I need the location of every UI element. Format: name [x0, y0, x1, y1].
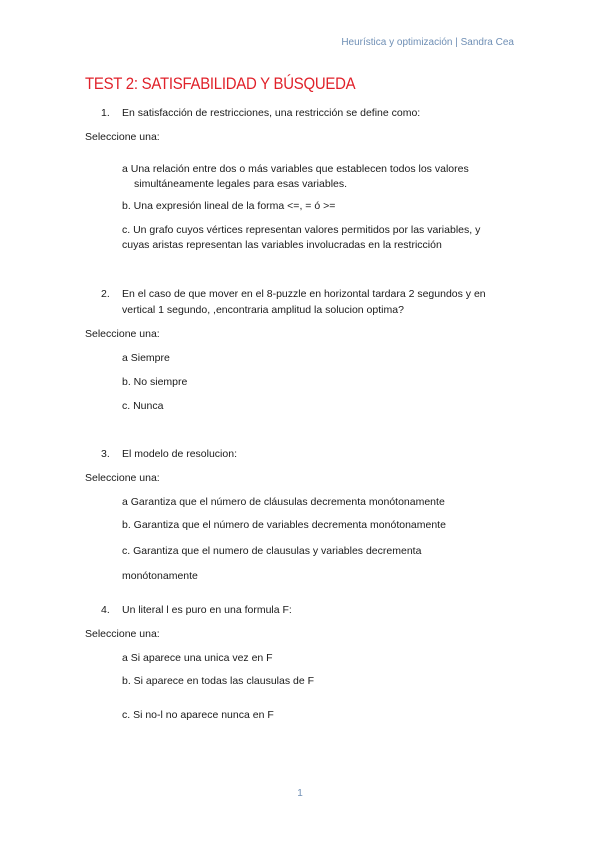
question-text: Un literal l es puro en una formula F:	[122, 604, 292, 616]
page-header: Heurística y optimización | Sandra Cea	[341, 37, 514, 48]
question-text: El modelo de resolucion:	[122, 448, 237, 460]
select-label: Seleccione una:	[85, 472, 160, 484]
option-c[interactable]: c. Un grafo cuyos vértices representan valores permitidos por las variables, y	[122, 224, 481, 236]
question-number: 1.	[101, 107, 110, 119]
select-label: Seleccione una:	[85, 328, 160, 340]
select-label: Seleccione una:	[85, 131, 160, 143]
option-c-continuation: cuyas aristas representan las variables involucradas en la restricción	[122, 239, 442, 251]
option-a[interactable]: a Garantiza que el número de cláusulas decrementa monótonamente	[122, 496, 445, 508]
question-number: 4.	[101, 604, 110, 616]
question-text-continuation: vertical 1 segundo, ,encontraria amplitud la solucion optima?	[122, 304, 404, 316]
option-c[interactable]: c. Si no-l no aparece nunca en F	[122, 709, 274, 721]
option-c[interactable]: c. Garantiza que el numero de clausulas y variables decrementa	[122, 545, 422, 557]
option-b[interactable]: b. Garantiza que el número de variables decrementa monótonamente	[122, 519, 446, 531]
option-b[interactable]: b. Una expresión lineal de la forma <=, = ó >=	[122, 200, 336, 212]
question-number: 3.	[101, 448, 110, 460]
question-number: 2.	[101, 288, 110, 300]
option-c[interactable]: c. Nunca	[122, 400, 164, 412]
question-text: En el caso de que mover en el 8-puzzle en horizontal tardara 2 segundos y en	[122, 288, 486, 300]
document-title: TEST 2: SATISFABILIDAD Y BÚSQUEDA	[85, 74, 356, 93]
option-a[interactable]: a Una relación entre dos o más variables que establecen todos los valores	[122, 163, 469, 175]
question-text: En satisfacción de restricciones, una restricción se define como:	[122, 107, 421, 119]
option-c-continuation: monótonamente	[122, 570, 198, 582]
option-a[interactable]: a Si aparece una unica vez en F	[122, 652, 273, 664]
select-label: Seleccione una:	[85, 628, 160, 640]
page-number: 1	[297, 788, 303, 799]
option-a-continuation: simultáneamente legales para esas variables.	[134, 178, 348, 190]
option-b[interactable]: b. No siempre	[122, 376, 188, 388]
option-b[interactable]: b. Si aparece en todas las clausulas de F	[122, 675, 315, 687]
option-a[interactable]: a Siempre	[122, 352, 170, 364]
